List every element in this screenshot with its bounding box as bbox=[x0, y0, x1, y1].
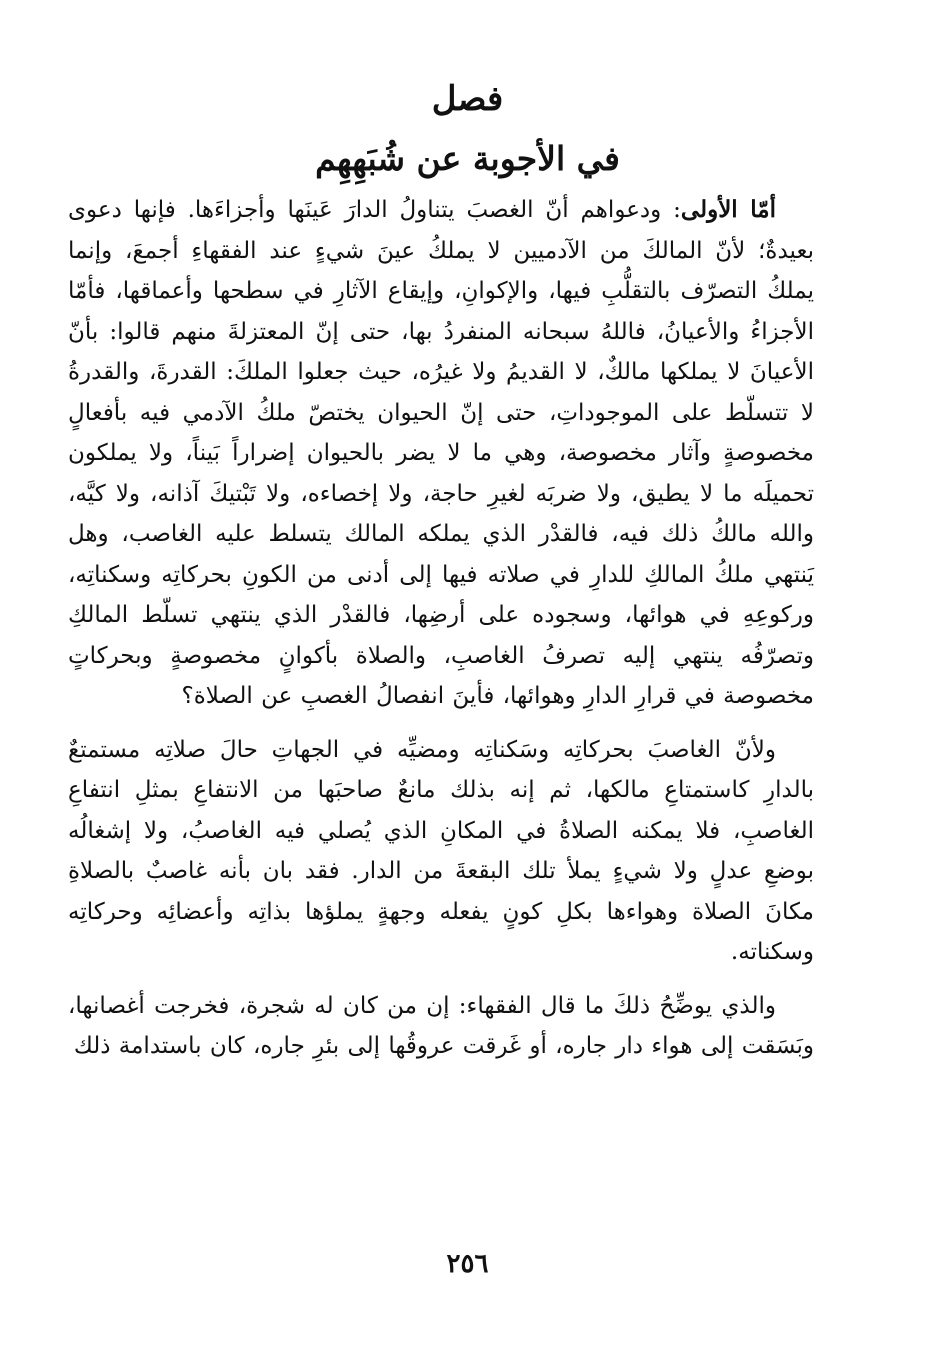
paragraph-text: ولأنّ الغاصبَ بحركاتِه وسَكناتِه ومضيِّه في الجهاتِ حالَ صلاتِه مستمتعٌ بالدارِ كاستمتاعِ مالكها، ثم إنه بذلك مانعٌ صاحبَها من الانتفاعِ بمثلِ انتفاعِ الغاصبِ، فلا يمكنه الصلاةُ في المكانِ الذي يُصلي فيه الغاصبُ، ولا إشغالُه بوضعِ عدلٍ ولا شيءٍ يملأ تلك البقعةَ من الدار. فقد بان بأنه غاصبٌ بالصلاةِ مكانَ الصلاة وهواءها بكلِ كونٍ يفعله وجهةٍ يملؤها بذاتِه وأعضائِه وحركاتِه وسكناته. bbox=[68, 736, 815, 965]
paragraph-3 bbox=[68, 986, 814, 1067]
paragraph-2 bbox=[68, 730, 814, 973]
paragraph-text: : ودعواهم أنّ الغصبَ يتناولُ الدارَ عَينَها وأجزاءَها. فإنها دعوى بعيدةٌ؛ لأنّ المالكَ من الآدميين لا يملكُ عينَ شيءٍ عند الفقهاءِ أجمعَ، وإنما يملكُ التصرّف بالتقلُّبِ فيها، والإكوانِ، وإيقاع الآثارِ في سطحها وأعماقها، فأمّا الأجزاءُ والأعيانُ، فاللهُ سبحانه المنفردُ بها، حتى إنّ المعتزلةَ منهم قالوا: بأنّ الأعيانَ لا يملكها مالكٌ، لا القديمُ ولا غيرُه، حيث جعلوا الملكَ: القدرةَ، والقدرةُ لا تتسلّط على الموجوداتِ، حتى إنّ الحيوان يختصّ ملكُ الآدمي فيه بأفعالٍ مخصوصةٍ وآثار مخصوصة، وهي ما لا يضر بالحيوان إضراراً بَيناً، ولا يملكون تحميلَه ما لا يطيق، ولا ضربَه لغيرِ حاجة، ولا إخصاءه، ولا تَبْتيكَ آذانه، ولا كيَّه، والله مالكُ ذلك فيه، فالقدْر الذي يملكه المالك يتسلط عليه الغاصب، وهل يَنتهي ملكُ المالكِ للدارِ في صلاته فيها إلى أدنى من الكونِ بحركاتِه وسكناتِه، وركوعِهِ في هوائها، وسجوده على أرضِها، فالقدْر الذي ينتهي تسلّط المالكِ وتصرّفُه ينتهي إليه تصرفُ الغاصبِ، والصلاة بأكوانٍ مخصوصةٍ وبحركاتٍ مخصوصة في قرارِ الدارِ وهوائها، فأينَ انفصالُ الغصبِ عن الصلاة؟ bbox=[68, 197, 814, 709]
page-number: ٢٥٦ bbox=[446, 1249, 489, 1279]
body-text bbox=[68, 190, 814, 1067]
section-title: فصل bbox=[431, 79, 504, 119]
paragraph-lead: أمّا الأولى bbox=[680, 196, 776, 223]
paragraph-1 bbox=[68, 190, 814, 717]
section-subtitle: في الأجوبة عن شُبَهِهِم bbox=[315, 139, 620, 178]
paragraph-text: والذي يوضِّحُ ذلكَ ما قال الفقهاء: إن من كان له شجرة، فخرجت أغصانها، وبَسَقت إلى هواء دار جاره، أو غَرقت عروقُها إلى بئرِ جاره، كان باستدامة ذلك bbox=[68, 992, 814, 1059]
